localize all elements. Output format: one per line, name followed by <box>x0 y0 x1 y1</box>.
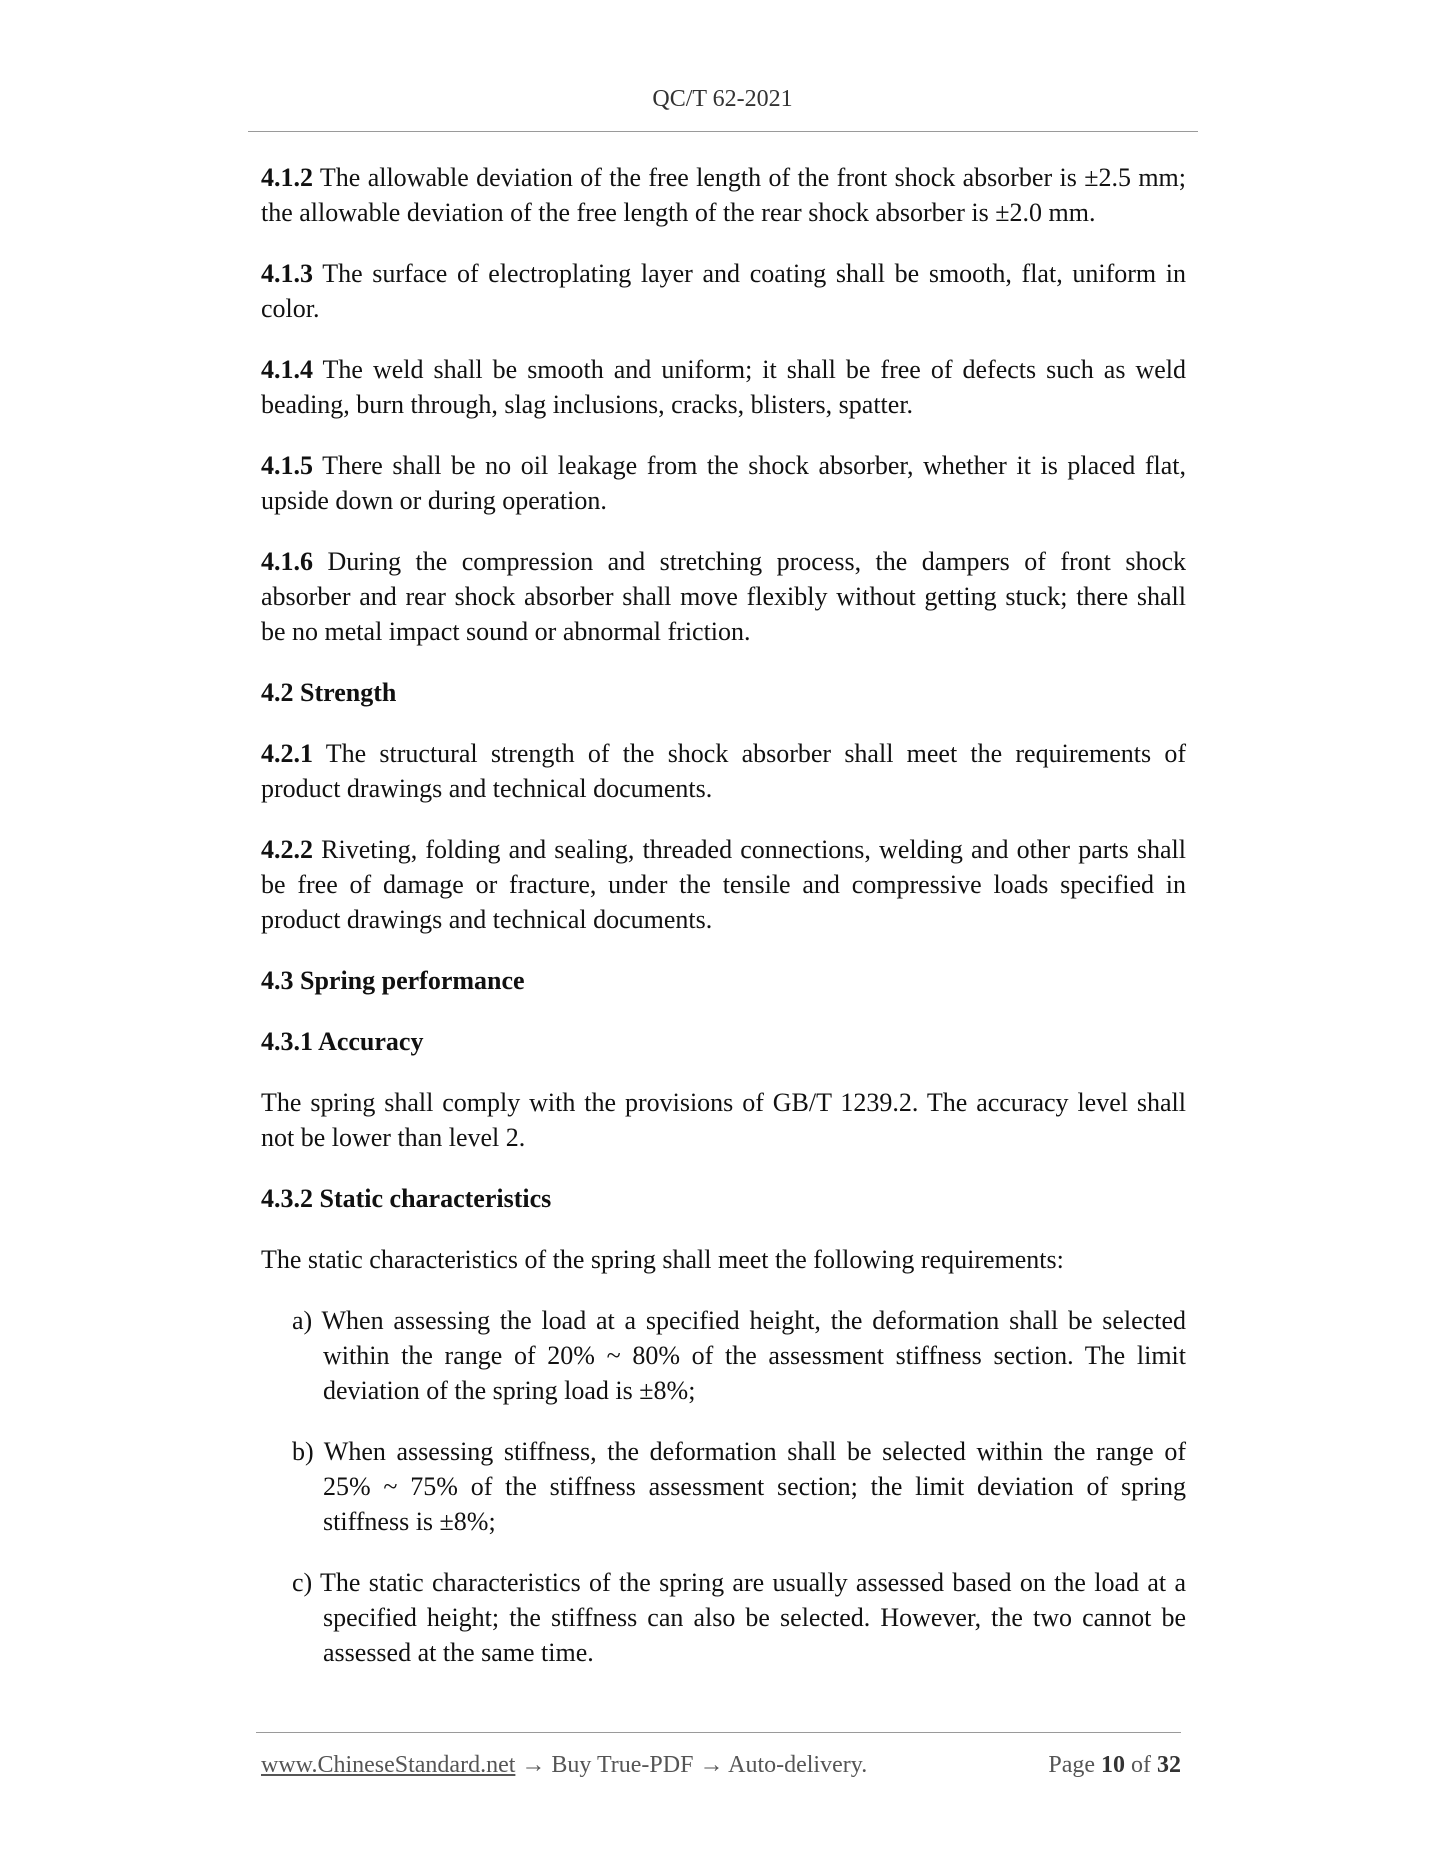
clause-number: 4.1.4 <box>261 355 313 384</box>
clause-4-1-6 <box>261 544 1186 649</box>
site-link[interactable]: www.ChineseStandard.net <box>261 1752 516 1778</box>
header-divider <box>248 131 1198 132</box>
clause-4-2-2 <box>261 832 1186 937</box>
clause-number: 4.1.3 <box>261 259 313 288</box>
paragraph-4-3-2: The static characteristics of the spring shall meet the following requirements: <box>261 1245 1064 1274</box>
clause-4-1-4 <box>261 352 1186 422</box>
section-heading-4-3-2: 4.3.2 Static characteristics <box>261 1184 552 1213</box>
clause-text: During the compression and stretching process, the dampers of front shock absorber and rear shock absorber shall move flexibly without getting stuck; there shall be no metal impact sound or abnormal friction. <box>261 547 1186 646</box>
clause-text: Riveting, folding and sealing, threaded connections, welding and other parts shall be free of damage or fracture, under the tensile and compressive loads specified in product drawings and technical documents. <box>261 835 1187 934</box>
clause-4-1-3 <box>261 256 1186 326</box>
clause-text: The allowable deviation of the free length of the front shock absorber is ±2.5 mm; the allowable deviation of the free length of the rear shock absorber is ±2.0 mm. <box>261 163 1187 227</box>
clause-text: The surface of electroplating layer and coating shall be smooth, flat, uniform in color. <box>261 259 1186 323</box>
clause-4-1-2 <box>261 160 1186 230</box>
document-footer <box>261 1752 1181 1779</box>
doc-code: QC/T 62-2021 <box>652 86 793 112</box>
document-body <box>261 160 1186 1696</box>
clause-4-2-1 <box>261 736 1186 806</box>
list-item-c: c) The static characteristics of the spring are usually assessed based on the load at a specified height; the stiffness can also be selected. However, the two cannot be assessed at the same time. <box>292 1568 1186 1667</box>
clause-number: 4.1.6 <box>261 547 313 576</box>
clause-number: 4.2.1 <box>261 739 313 768</box>
list-item-a: a) When assessing the load at a specified height, the deformation shall be selected within the range of 20% ~ 80% of the assessment stiffness section. The limit deviation of the spring load is ±8%; <box>292 1306 1186 1405</box>
of-label: of <box>1131 1752 1151 1778</box>
clause-number: 4.1.2 <box>261 163 313 192</box>
paragraph-4-3-1: The spring shall comply with the provisions of GB/T 1239.2. The accuracy level shall not be lower than level 2. <box>261 1088 1186 1152</box>
section-heading-4-3: 4.3 Spring performance <box>261 966 525 995</box>
clause-4-1-5 <box>261 448 1186 518</box>
clause-text: The structural strength of the shock absorber shall meet the requirements of product drawings and technical documents. <box>261 739 1187 803</box>
page-total: 32 <box>1157 1752 1181 1778</box>
clause-number: 4.1.5 <box>261 451 313 480</box>
page-current: 10 <box>1101 1752 1125 1778</box>
clause-text: The weld shall be smooth and uniform; it shall be free of defects such as weld beading, burn through, slag inclusions, cracks, blisters, spatter. <box>261 355 1187 419</box>
document-header <box>0 86 1445 113</box>
section-heading-4-3-1: 4.3.1 Accuracy <box>261 1027 424 1056</box>
footer-tagline: → Buy True-PDF → Auto-delivery. <box>515 1752 868 1778</box>
footer-divider <box>256 1732 1181 1733</box>
clause-number: 4.2.2 <box>261 835 313 864</box>
section-heading-4-2: 4.2 Strength <box>261 678 397 707</box>
list-item-b: b) When assessing stiffness, the deformation shall be selected within the range of 25% ~ 75% of the stiffness assessment section; the limit deviation of spring stiffness is ±8%; <box>292 1437 1186 1536</box>
clause-text: There shall be no oil leakage from the shock absorber, whether it is placed flat, upside down or during operation. <box>261 451 1186 515</box>
page-label: Page <box>1048 1752 1095 1778</box>
page-indicator <box>1048 1752 1181 1779</box>
